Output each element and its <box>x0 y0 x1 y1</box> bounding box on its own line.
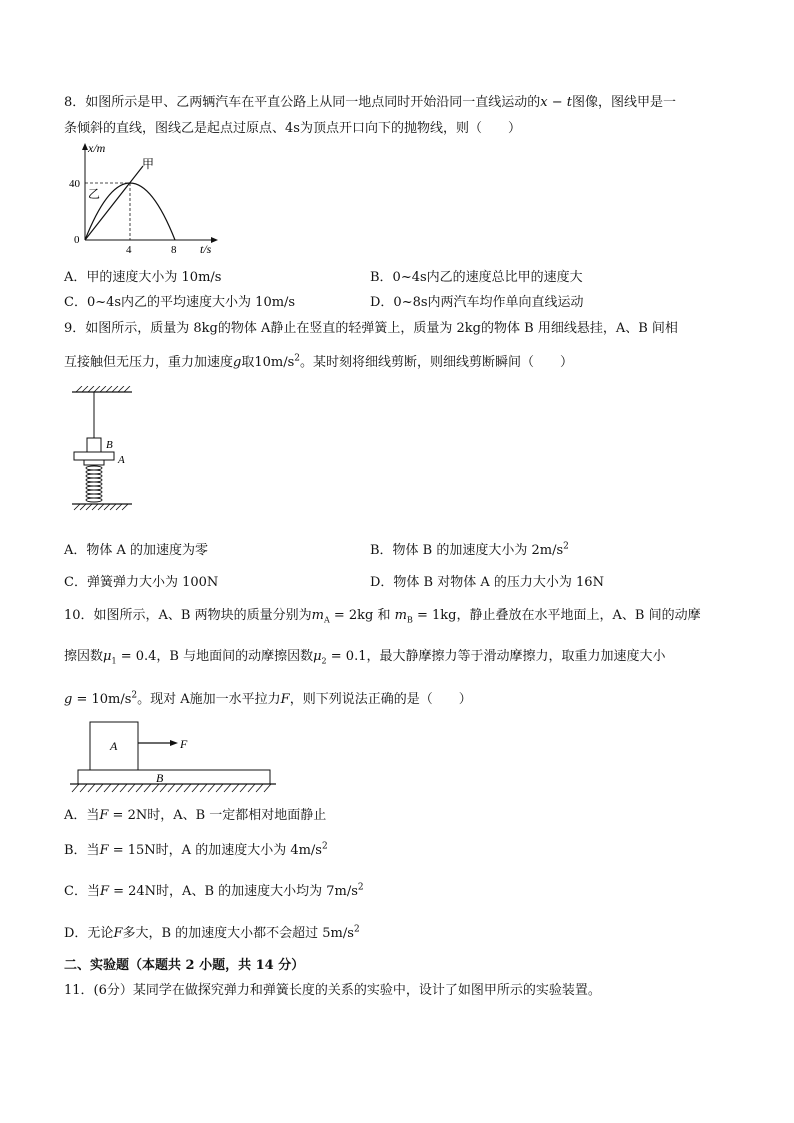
q10-option-d: D．无论F多大，B 的加速度大小都不会超过 $5m/s^2$ <box>64 924 360 941</box>
q9-spring-figure <box>70 386 140 516</box>
q9-option-a: A．物体 A 的加速度为零 <box>64 543 209 558</box>
q8-option-b: B．0~4s内乙的速度总比甲的速度大 <box>370 270 583 285</box>
section-heading: 二、实验题（本题共 2 小题，共 14 分） <box>64 958 305 973</box>
graph-ylabel: x/m <box>88 141 106 155</box>
q8-xt-graph <box>66 140 226 258</box>
q8-line2: 条倾斜的直线，图线乙是起点过原点、4s为顶点开口向下的抛物线，则（ ） <box>64 121 521 136</box>
graph-label-jia: 甲 <box>142 157 155 171</box>
q9-option-d: D．物体 B 对物体 A 的压力大小为 16N <box>370 575 604 590</box>
graph-x4: 4 <box>126 244 132 256</box>
graph-label-yi: 乙 <box>88 187 101 201</box>
q10-blocks-figure <box>68 716 278 798</box>
q9-option-b: B．物体 B 的加速度大小为 $2m/s^2$ <box>370 541 569 558</box>
q8-line1: 8．如图所示是甲、乙两辆汽车在平直公路上从同一地点同时开始沿同一直线运动的x − t图像，图线甲是一 <box>64 95 677 110</box>
q11-line1: 11．(6分）某同学在做探究弹力和弹簧长度的关系的实验中，设计了如图甲所示的实验装置。 <box>64 983 601 998</box>
q10-line3: $g = 10m/s^2$。现对 A施加一水平拉力F，则下列说法正确的是（ ） <box>64 690 472 707</box>
graph-line-jia <box>85 166 143 240</box>
graph-xlabel: t/s <box>200 242 212 256</box>
q10-line2: 擦因数$\mu_1 = 0.4$，B 与地面间的动摩擦因数$\mu_2 = 0.1$，最大静摩擦力等于滑动摩擦力，取重力加速度大小 <box>64 649 666 666</box>
q8-option-a: A．甲的速度大小为 10m/s <box>64 270 222 285</box>
q10-line1: 10．如图所示，A、B 两物块的质量分别为$m_A = 2kg$ 和 $m_B = 1kg$，静止叠放在水平地面上，A、B 间的动摩 <box>64 608 701 625</box>
q10-option-b: B．当F = 15N时，A 的加速度大小为 $4m/s^2$ <box>64 841 328 858</box>
fig-label-a: A <box>118 454 125 466</box>
graph-y40: 40 <box>69 178 80 190</box>
q10-option-c: C．当F = 24N时，A、B 的加速度大小均为 $7m/s^2$ <box>64 882 364 899</box>
graph-x8: 8 <box>171 244 177 256</box>
fig-block-b-label: B <box>156 771 164 785</box>
q8-option-c: C．0~4s内乙的平均速度大小为 10m/s <box>64 295 296 310</box>
q10-option-a: A．当F = 2N时，A、B 一定都相对地面静止 <box>64 808 327 823</box>
graph-origin: 0 <box>74 234 80 246</box>
q9-line2: 互接触但无压力，重力加速度g取$10m/s^2$。某时刻将细线剪断，则细线剪断瞬间（ ） <box>64 353 574 370</box>
fig-block-a-label: A <box>110 739 118 753</box>
fig-label-b: B <box>106 439 113 451</box>
q8-option-d: D．0~8s内两汽车均作单向直线运动 <box>370 295 584 310</box>
q9-line1: 9．如图所示，质量为 8kg的物体 A静止在竖直的轻弹簧上，质量为 2kg的物体 B 用细线悬挂，A、B 间相 <box>64 321 678 336</box>
fig-force-label: F <box>180 737 188 751</box>
q9-option-c: C．弹簧弹力大小为 100N <box>64 575 219 590</box>
